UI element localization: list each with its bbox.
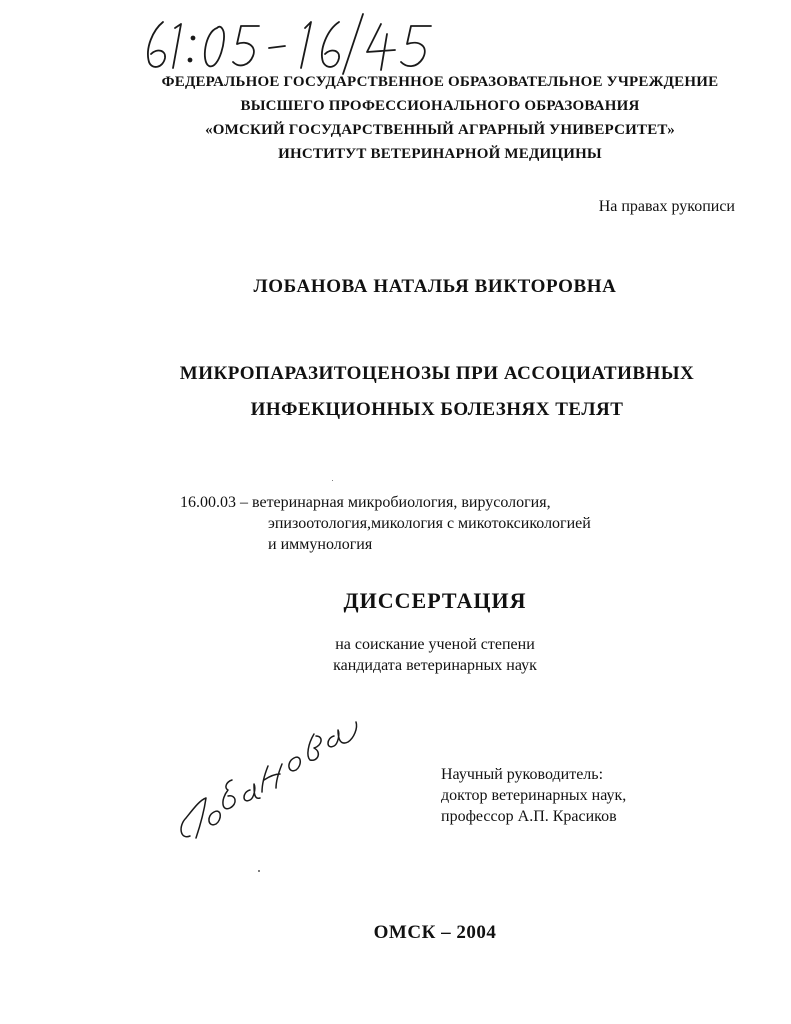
specialty-line: эпизоотология,микология с микотоксикологией [268,515,591,532]
scan-speck [332,480,333,481]
advisor-line: Научный руководитель: [441,766,604,783]
advisor-line: доктор ветеринарных наук, [441,787,627,804]
handwritten-signature [170,708,360,858]
specialty-line: 16.00.03 – ветеринарная микробиология, вирусология, [180,494,551,511]
handwritten-catalog-code [135,8,455,78]
specialty-code [180,492,591,555]
title-line: ИНФЕКЦИОННЫХ БОЛЕЗНЯХ ТЕЛЯТ [250,399,624,420]
institution-line: «ОМСКИЙ ГОСУДАРСТВЕННЫЙ АГРАРНЫЙ УНИВЕРСИТЕТ» [205,122,675,138]
institution-line: ИНСТИТУТ ВЕТЕРИНАРНОЙ МЕДИЦИНЫ [278,146,602,162]
institution-line: ФЕДЕРАЛЬНОЕ ГОСУДАРСТВЕННОЕ ОБРАЗОВАТЕЛЬНОЕ УЧРЕЖДЕНИЕ [161,74,719,90]
city-and-year: ОМСК – 2004 [373,922,497,943]
advisor-line: профессор А.П. Красиков [441,808,617,825]
specialty-line: и иммунология [268,536,373,553]
degree-line: кандидата ветеринарных наук [333,657,537,674]
institution-header [0,70,791,166]
degree-line: на соискание ученой степени [335,636,535,653]
title-line: МИКРОПАРАЗИТОЦЕНОЗЫ ПРИ АССОЦИАТИВНЫХ [179,363,695,384]
author-name: ЛОБАНОВА НАТАЛЬЯ ВИКТОРОВНА [253,276,617,297]
document-type: ДИССЕРТАЦИЯ [343,588,527,613]
degree-statement [0,634,791,676]
scan-speck [258,870,260,872]
dissertation-title [0,356,791,428]
manuscript-rights-note: На правах рукописи [598,198,735,215]
scientific-advisor [441,764,626,827]
institution-line: ВЫСШЕГО ПРОФЕССИОНАЛЬНОГО ОБРАЗОВАНИЯ [240,98,640,114]
